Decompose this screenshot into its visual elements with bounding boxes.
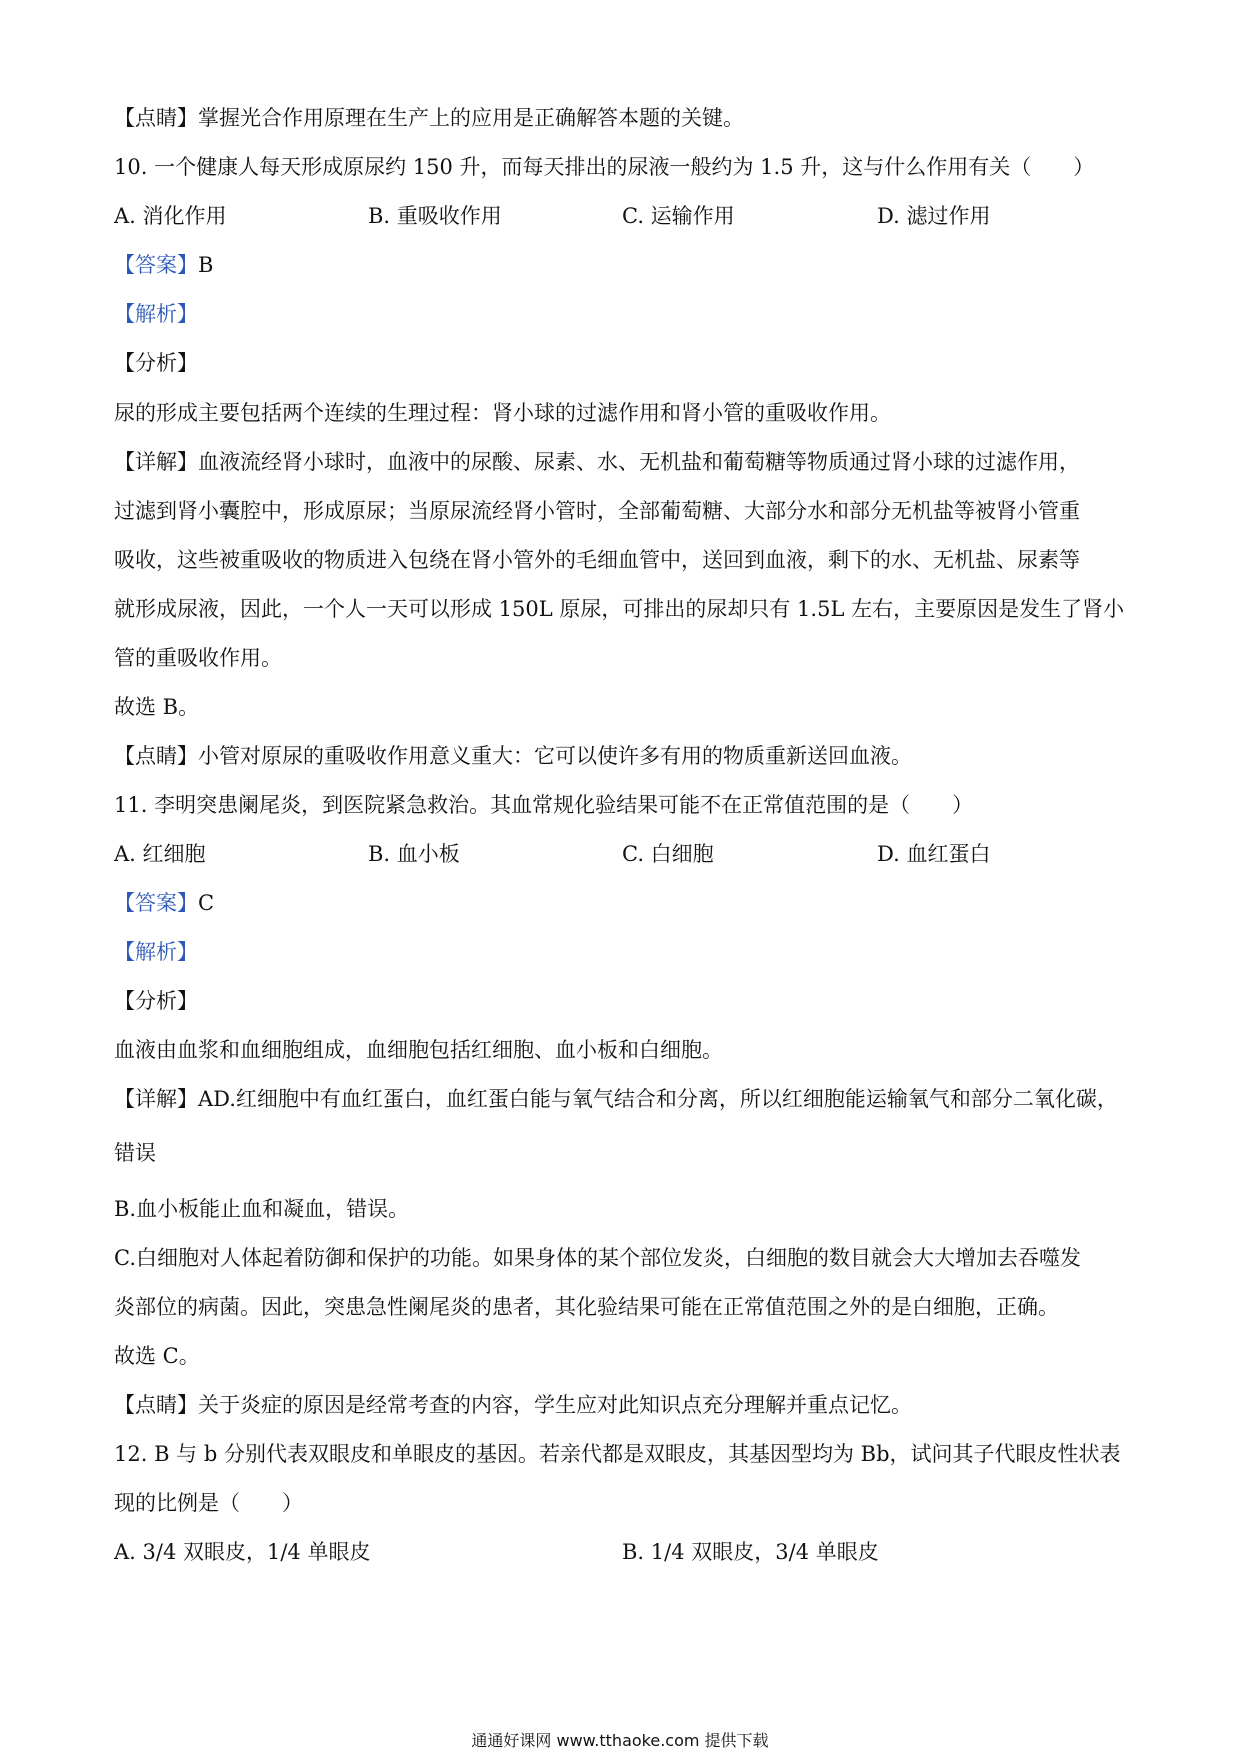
q11-option-b: B. 血小板 (368, 842, 460, 866)
q10-jiexi-label: 【解析】 (114, 302, 198, 326)
answer-label: 【答案】 (114, 891, 198, 915)
q11-option-c: C. 白细胞 (622, 842, 714, 866)
xiangjie-text: 血液流经肾小球时，血液中的尿酸、尿素、水、无机盐和葡萄糖等物质通过肾小球的过滤作用， (198, 450, 1080, 474)
page-footer: 通通好课网 www.tthaoke.com 提供下载 (471, 1731, 769, 1750)
dianjing-text: 关于炎症的原因是经常考查的内容，学生应对此知识点充分理解并重点记忆。 (198, 1393, 912, 1417)
q11-xiangjie-c-line-2: 炎部位的病菌。因此，突患急性阑尾炎的患者，其化验结果可能在正常值范围之外的是白细胞，正确。 (114, 1295, 1059, 1319)
q11-option-d: D. 血红蛋白 (877, 842, 991, 866)
q10-xiangjie-line-1 (114, 447, 1134, 477)
q10-option-d: D. 滤过作用 (877, 204, 991, 228)
q11-xiangjie-b: B.血小板能止血和凝血，错误。 (114, 1197, 410, 1221)
q11-options (114, 839, 1134, 869)
q10-option-c: C. 运输作用 (622, 204, 735, 228)
q11-option-a: A. 红细胞 (114, 842, 206, 866)
dianjing-label: 【点睛】 (114, 744, 198, 768)
q12-options (114, 1537, 1134, 1567)
q11-xiangjie-c-line-1: C.白细胞对人体起着防御和保护的功能。如果身体的某个部位发炎，白细胞的数目就会大大增加去吞噬发 (114, 1246, 1081, 1270)
q10-dianjing (114, 741, 1134, 771)
answer-value: C (198, 891, 215, 915)
q10-xiangjie-line-5: 管的重吸收作用。 (114, 646, 282, 670)
q12-option-b: B. 1/4 双眼皮，3/4 单眼皮 (622, 1540, 879, 1564)
answer-label: 【答案】 (114, 253, 198, 277)
dianjing-label: 【点睛】 (114, 1393, 198, 1417)
dianjing-text: 掌握光合作用原理在生产上的应用是正确解答本题的关键。 (198, 106, 744, 130)
dianjing-label: 【点睛】 (114, 106, 198, 130)
q10-answer (114, 250, 1134, 280)
q11-dianjing (114, 1390, 1134, 1420)
q11-jiexi-label: 【解析】 (114, 940, 198, 964)
q10-xiangjie-line-3: 吸收，这些被重吸收的物质进入包绕在肾小管外的毛细血管中，送回到血液，剩下的水、无机盐、尿素等 (114, 548, 1080, 572)
answer-value: B (198, 253, 214, 277)
q11-guxuan: 故选 C。 (114, 1344, 200, 1368)
q12-stem-line-2: 现的比例是（ ） (114, 1491, 303, 1515)
q11-stem: 11. 李明突患阑尾炎，到医院紧急救治。其血常规化验结果可能不在正常值范围的是（ ） (114, 793, 974, 817)
q11-xiangjie-ad-line-1 (114, 1084, 1134, 1114)
q12-option-a: A. 3/4 双眼皮，1/4 单眼皮 (114, 1540, 371, 1564)
q11-xiangjie-ad-line-2: 错误 (114, 1141, 156, 1165)
q11-fenxi-text: 血液由血浆和血细胞组成，血细胞包括红细胞、血小板和白细胞。 (114, 1038, 723, 1062)
q10-guxuan: 故选 B。 (114, 695, 200, 719)
q9-dianjing (114, 103, 1134, 133)
q10-xiangjie-line-2: 过滤到肾小囊腔中，形成原尿；当原尿流经肾小管时，全部葡萄糖、大部分水和部分无机盐等被肾小管重 (114, 499, 1080, 523)
xiangjie-label: 【详解】 (114, 450, 198, 474)
dianjing-text: 小管对原尿的重吸收作用意义重大：它可以使许多有用的物质重新送回血液。 (198, 744, 912, 768)
q10-fenxi-label: 【分析】 (114, 351, 198, 375)
q11-answer (114, 888, 1134, 918)
q10-option-b: B. 重吸收作用 (368, 204, 502, 228)
q10-stem: 10. 一个健康人每天形成原尿约 150 升，而每天排出的尿液一般约为 1.5 升，这与什么作用有关（ ） (114, 155, 1095, 179)
xiangjie-label: 【详解】 (114, 1087, 198, 1111)
q10-xiangjie-line-4: 就形成尿液，因此，一个人一天可以形成 150L 原尿，可排出的尿却只有 1.5L 左右，主要原因是发生了肾小 (114, 597, 1125, 621)
q10-option-a: A. 消化作用 (114, 204, 227, 228)
q10-fenxi-text: 尿的形成主要包括两个连续的生理过程：肾小球的过滤作用和肾小管的重吸收作用。 (114, 401, 891, 425)
q11-fenxi-label: 【分析】 (114, 989, 198, 1013)
q12-stem-line-1: 12. B 与 b 分别代表双眼皮和单眼皮的基因。若亲代都是双眼皮，其基因型均为 Bb，试问其子代眼皮性状表 (114, 1442, 1121, 1466)
q10-options (114, 201, 1134, 231)
xiangjie-text: AD.红细胞中有血红蛋白，血红蛋白能与氧气结合和分离，所以红细胞能运输氧气和部分二氧化碳， (198, 1087, 1118, 1111)
